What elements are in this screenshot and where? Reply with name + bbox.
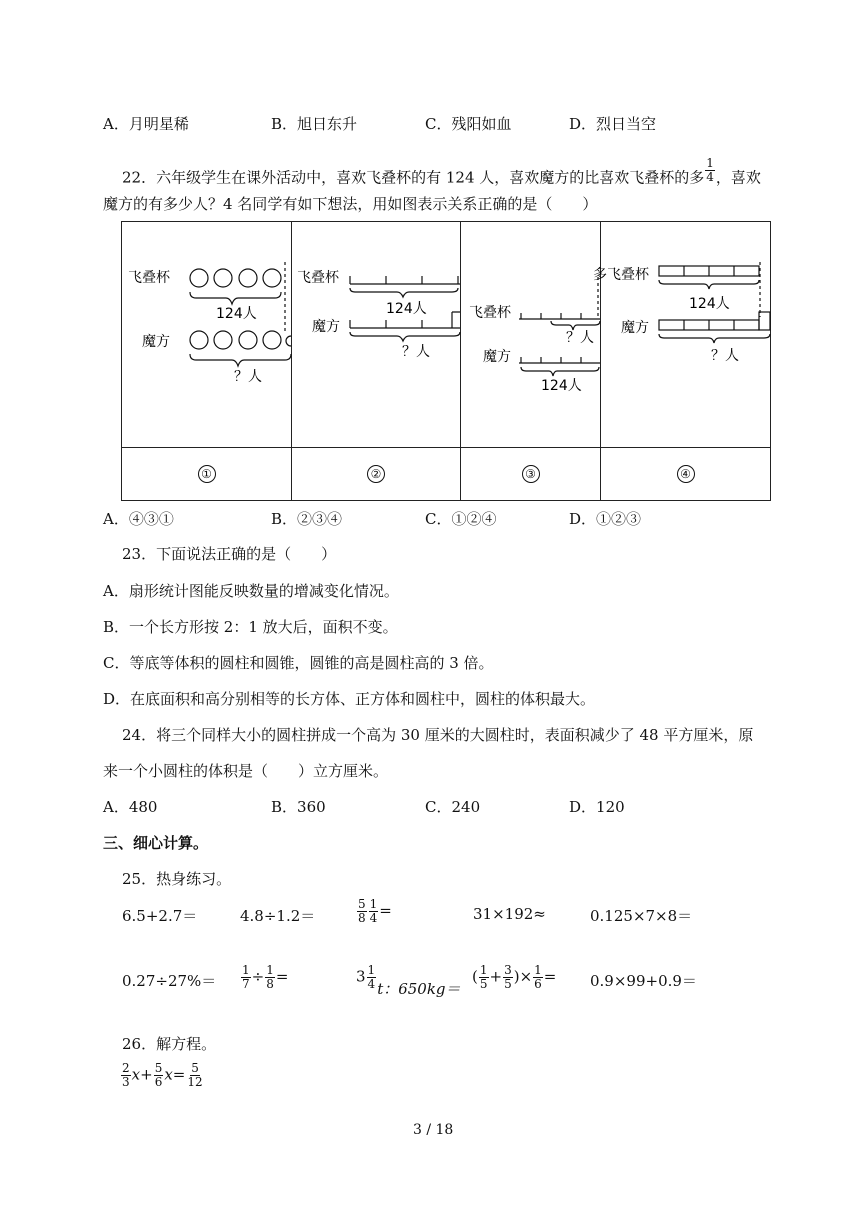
q26-equation — [120, 1062, 205, 1089]
fraction — [369, 898, 379, 925]
q22-stem-text-end: ，喜欢 — [715, 168, 761, 187]
fraction — [367, 964, 377, 991]
label-cups: 飞叠杯 — [469, 305, 511, 321]
calc-10: 0.9×99+0.9＝ — [590, 972, 697, 990]
calc-4: 31×192≈ — [473, 905, 546, 923]
frac-den: 6 — [154, 1075, 163, 1089]
q22-option-d — [569, 508, 641, 529]
label-cube: 魔方 — [621, 320, 649, 336]
caption-cell-1 — [122, 448, 292, 501]
caption-2: ② — [367, 465, 385, 483]
option-letter: A． — [103, 510, 129, 528]
equals: = — [275, 967, 289, 986]
equals: = — [379, 901, 392, 920]
option-value: ①②④ — [451, 510, 497, 528]
frac-den: 4 — [369, 911, 378, 925]
caption-3: ③ — [522, 465, 540, 483]
label-unknown: ？人 — [402, 344, 430, 360]
page-number: 3 / 18 — [413, 1122, 454, 1138]
figure-cell-3 — [461, 222, 601, 448]
operator: ÷ — [251, 967, 265, 986]
section-heading: 三、细心计算。 — [103, 834, 209, 852]
option-letter: D． — [569, 510, 597, 528]
frac-num: 1 — [242, 963, 250, 977]
fraction — [357, 898, 367, 925]
fraction — [186, 1062, 203, 1089]
q21-option-d: D．烈日当空 — [569, 115, 657, 133]
paren-right: ) — [513, 967, 520, 986]
caption-cell-2 — [292, 448, 461, 501]
frac-num: 3 — [504, 963, 512, 977]
frac-den: 5 — [479, 977, 488, 991]
q24-option-b: B．360 — [271, 798, 326, 816]
fraction — [479, 964, 489, 991]
frac-den: 8 — [358, 911, 366, 925]
calc-8 — [356, 963, 461, 998]
q23-option-c: C．等底等体积的圆柱和圆锥，圆锥的高是圆柱高的 3 倍。 — [103, 654, 494, 672]
frac-num: 5 — [154, 1061, 163, 1075]
frac-den: 8 — [266, 977, 274, 991]
q22-figure-table — [121, 221, 771, 501]
calc-3 — [356, 898, 392, 925]
q22-stem-line1 — [122, 156, 761, 192]
q23-option-b: B．一个长方形按 2：1 放大后，面积不变。 — [103, 618, 398, 636]
label-more: 多 — [593, 267, 607, 283]
frac-num: 1 — [367, 963, 376, 977]
frac-den: 7 — [242, 977, 250, 991]
q21-option-b: B．旭日东升 — [271, 115, 358, 133]
variable: x — [164, 1065, 173, 1084]
fraction — [533, 964, 543, 991]
frac-num: 1 — [266, 963, 274, 977]
frac-num: 1 — [479, 963, 488, 977]
q24-option-c: C．240 — [425, 798, 481, 816]
q22-fraction — [705, 157, 715, 184]
fraction — [154, 1062, 164, 1089]
figure-1-diagram — [122, 222, 291, 443]
q24-option-a: A．480 — [103, 798, 158, 816]
q23-option-a: A．扇形统计图能反映数量的增减变化情况。 — [103, 582, 399, 600]
calc-7 — [240, 964, 288, 991]
frac-num: 1 — [706, 156, 714, 170]
frac-den: 6 — [534, 977, 542, 991]
label-known: 124人 — [386, 301, 427, 317]
calc-5: 0.125×7×8＝ — [590, 907, 693, 925]
label-cube: 魔方 — [142, 334, 170, 350]
frac-num: 1 — [369, 897, 378, 911]
frac-den: 3 — [122, 1075, 130, 1089]
fraction — [121, 1062, 131, 1089]
q25-title: 25．热身练习。 — [122, 870, 232, 888]
operator: + — [140, 1065, 153, 1084]
q22-option-c — [425, 508, 497, 529]
equals: = — [172, 1065, 186, 1084]
frac-num: 2 — [122, 1061, 130, 1075]
label-cube: 魔方 — [483, 349, 511, 365]
q22-option-a — [103, 508, 174, 529]
frac-num: 5 — [358, 897, 366, 911]
q23-stem: 23．下面说法正确的是（ ） — [122, 545, 337, 563]
calc-2: 4.8÷1.2＝ — [240, 907, 316, 925]
variable: x — [131, 1065, 141, 1084]
frac-den: 5 — [504, 977, 512, 991]
caption-4: ④ — [677, 465, 695, 483]
q22-stem-text: 22．六年级学生在课外活动中，喜欢飞叠杯的有 124 人，喜欢魔方的比喜欢飞叠杯的多 — [122, 168, 705, 187]
frac-den: 12 — [187, 1075, 203, 1089]
label-cube: 魔方 — [312, 319, 340, 335]
option-value: ④③① — [128, 510, 174, 528]
operator: + — [489, 967, 503, 986]
q24-stem-line1: 24．将三个同样大小的圆柱拼成一个高为 30 厘米的大圆柱时，表面积减少了 48 平方厘米，原 — [122, 726, 754, 744]
q26-title: 26．解方程。 — [122, 1035, 217, 1053]
frac-den: 4 — [706, 170, 714, 184]
calc-1: 6.5+2.7＝ — [122, 907, 198, 925]
caption-cell-4 — [601, 448, 771, 501]
q23-option-d: D．在底面积和高分别相等的长方体、正方体和圆柱中，圆柱的体积最大。 — [103, 690, 596, 708]
q21-option-a: A．月明星稀 — [103, 115, 189, 133]
frac-num: 1 — [534, 963, 542, 977]
label-cups: 飞叠杯 — [607, 267, 649, 283]
calc-6: 0.27÷27%＝ — [122, 972, 217, 990]
option-value: ①②③ — [596, 510, 642, 528]
label-unknown: ？人 — [234, 369, 262, 385]
q21-option-c: C．残阳如血 — [425, 115, 512, 133]
figure-cell-1 — [122, 222, 292, 448]
option-letter: C． — [425, 510, 452, 528]
paren-left: ( — [472, 967, 478, 986]
option-value: ②③④ — [297, 510, 343, 528]
frac-den: 4 — [367, 977, 376, 991]
figure-3-diagram — [461, 222, 600, 443]
label-unknown: ？人 — [711, 348, 739, 364]
ratio-tail: t：650kg＝ — [377, 979, 461, 998]
figure-2-diagram — [292, 222, 460, 443]
option-letter: B． — [271, 510, 298, 528]
figure-cell-2 — [292, 222, 461, 448]
q22-stem-line2: 魔方的有多少人？4 名同学有如下想法，用如图表示关系正确的是（ ） — [103, 195, 598, 213]
label-unknown: ？人 — [566, 330, 594, 346]
label-cups: 飞叠杯 — [128, 270, 170, 286]
q24-option-d: D．120 — [569, 798, 625, 816]
equals: = — [543, 967, 557, 986]
whole-number: 3 — [356, 967, 366, 986]
caption-cell-3 — [461, 448, 601, 501]
q22-option-b — [271, 508, 342, 529]
operator: × — [519, 967, 533, 986]
fraction — [503, 964, 513, 991]
caption-1: ① — [198, 465, 216, 483]
frac-num: 5 — [191, 1061, 199, 1075]
fraction — [241, 964, 251, 991]
q24-stem-line2: 来一个小圆柱的体积是（ ）立方厘米。 — [103, 762, 389, 780]
label-known: 124人 — [689, 296, 730, 312]
figure-4-diagram — [593, 222, 770, 443]
calc-9 — [472, 964, 556, 991]
fraction — [265, 964, 275, 991]
figure-cell-4 — [593, 222, 771, 448]
label-known: 124人 — [216, 306, 257, 322]
label-known: 124人 — [541, 378, 582, 394]
label-cups: 飞叠杯 — [297, 270, 339, 286]
